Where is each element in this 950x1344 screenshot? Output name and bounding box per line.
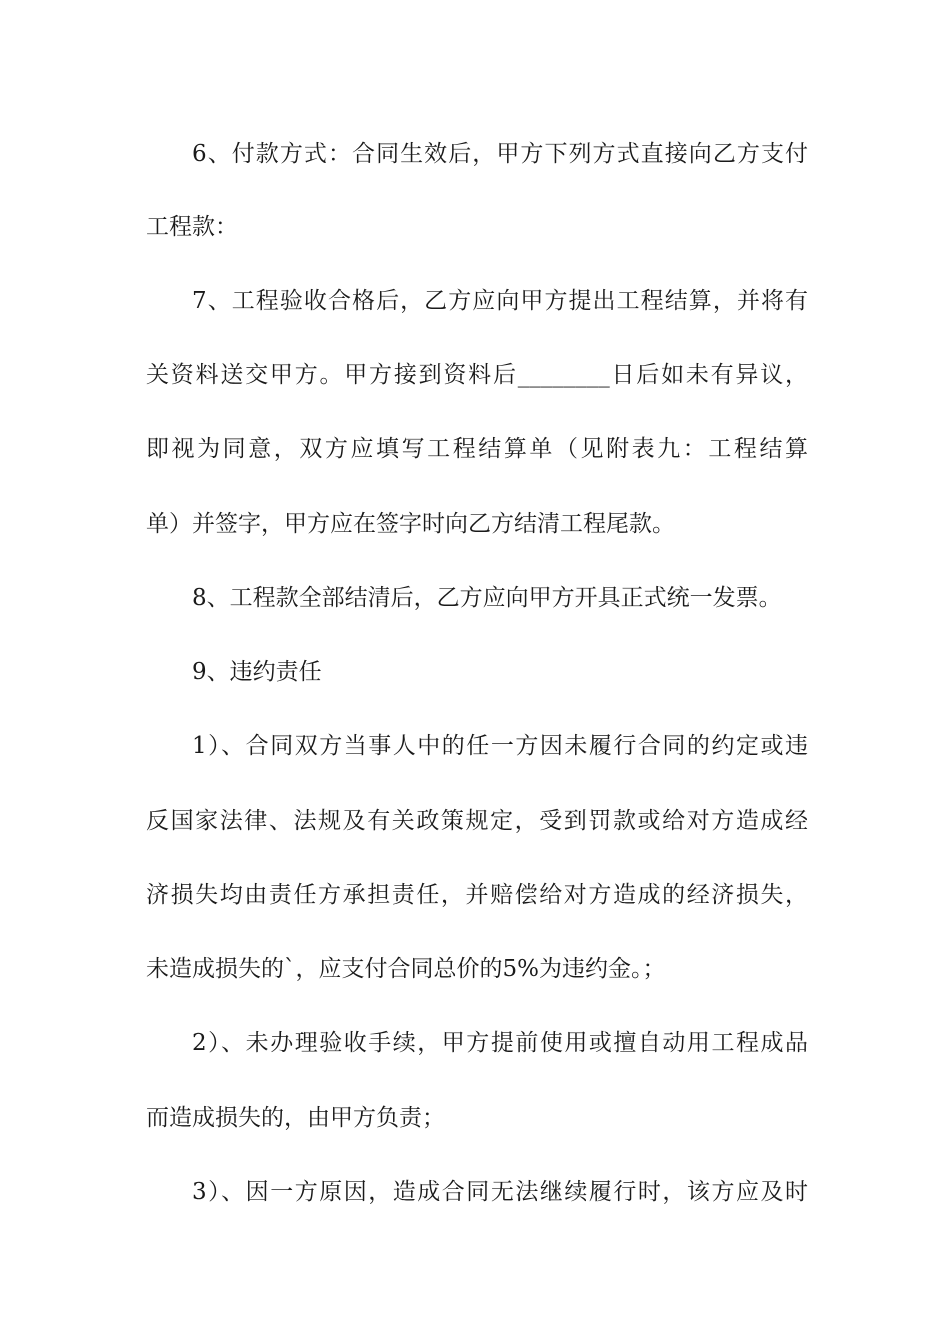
text-line-13: 2）、未办理验收手续，甲方提前使用或擅自动用工程成品 xyxy=(192,1030,808,1056)
text-line-3: 7、工程验收合格后，乙方应向甲方提出工程结算，并将有 xyxy=(192,288,808,314)
text-line-11: 济损失均由责任方承担责任，并赔偿给对方造成的经济损失， xyxy=(146,882,808,908)
text-line-8: 9、违约责任 xyxy=(192,659,322,685)
text-line-9: 1）、合同双方当事人中的任一方因未履行合同的约定或违 xyxy=(192,733,808,759)
text-line-10: 反国家法律、法规及有关政策规定，受到罚款或给对方造成经 xyxy=(146,808,808,834)
text-line-12: 未造成损失的`，应支付合同总价的5%为违约金。； xyxy=(146,956,666,982)
text-line-15: 3）、因一方原因，造成合同无法继续履行时，该方应及时 xyxy=(192,1179,808,1205)
text-line-5: 即视为同意，双方应填写工程结算单（见附表九：工程结算 xyxy=(146,436,808,462)
text-line-4: 关资料送交甲方。甲方接到资料后________日后如未有异议， xyxy=(146,362,808,388)
text-line-1: 6、付款方式：合同生效后，甲方下列方式直接向乙方支付 xyxy=(192,141,808,167)
text-line-7: 8、工程款全部结清后，乙方应向甲方开具正式统一发票。 xyxy=(192,585,782,611)
text-line-6: 单）并签字，甲方应在签字时向乙方结清工程尾款。 xyxy=(146,511,675,537)
text-line-14: 而造成损失的，由甲方负责； xyxy=(146,1105,445,1131)
text-line-2: 工程款： xyxy=(146,214,238,240)
